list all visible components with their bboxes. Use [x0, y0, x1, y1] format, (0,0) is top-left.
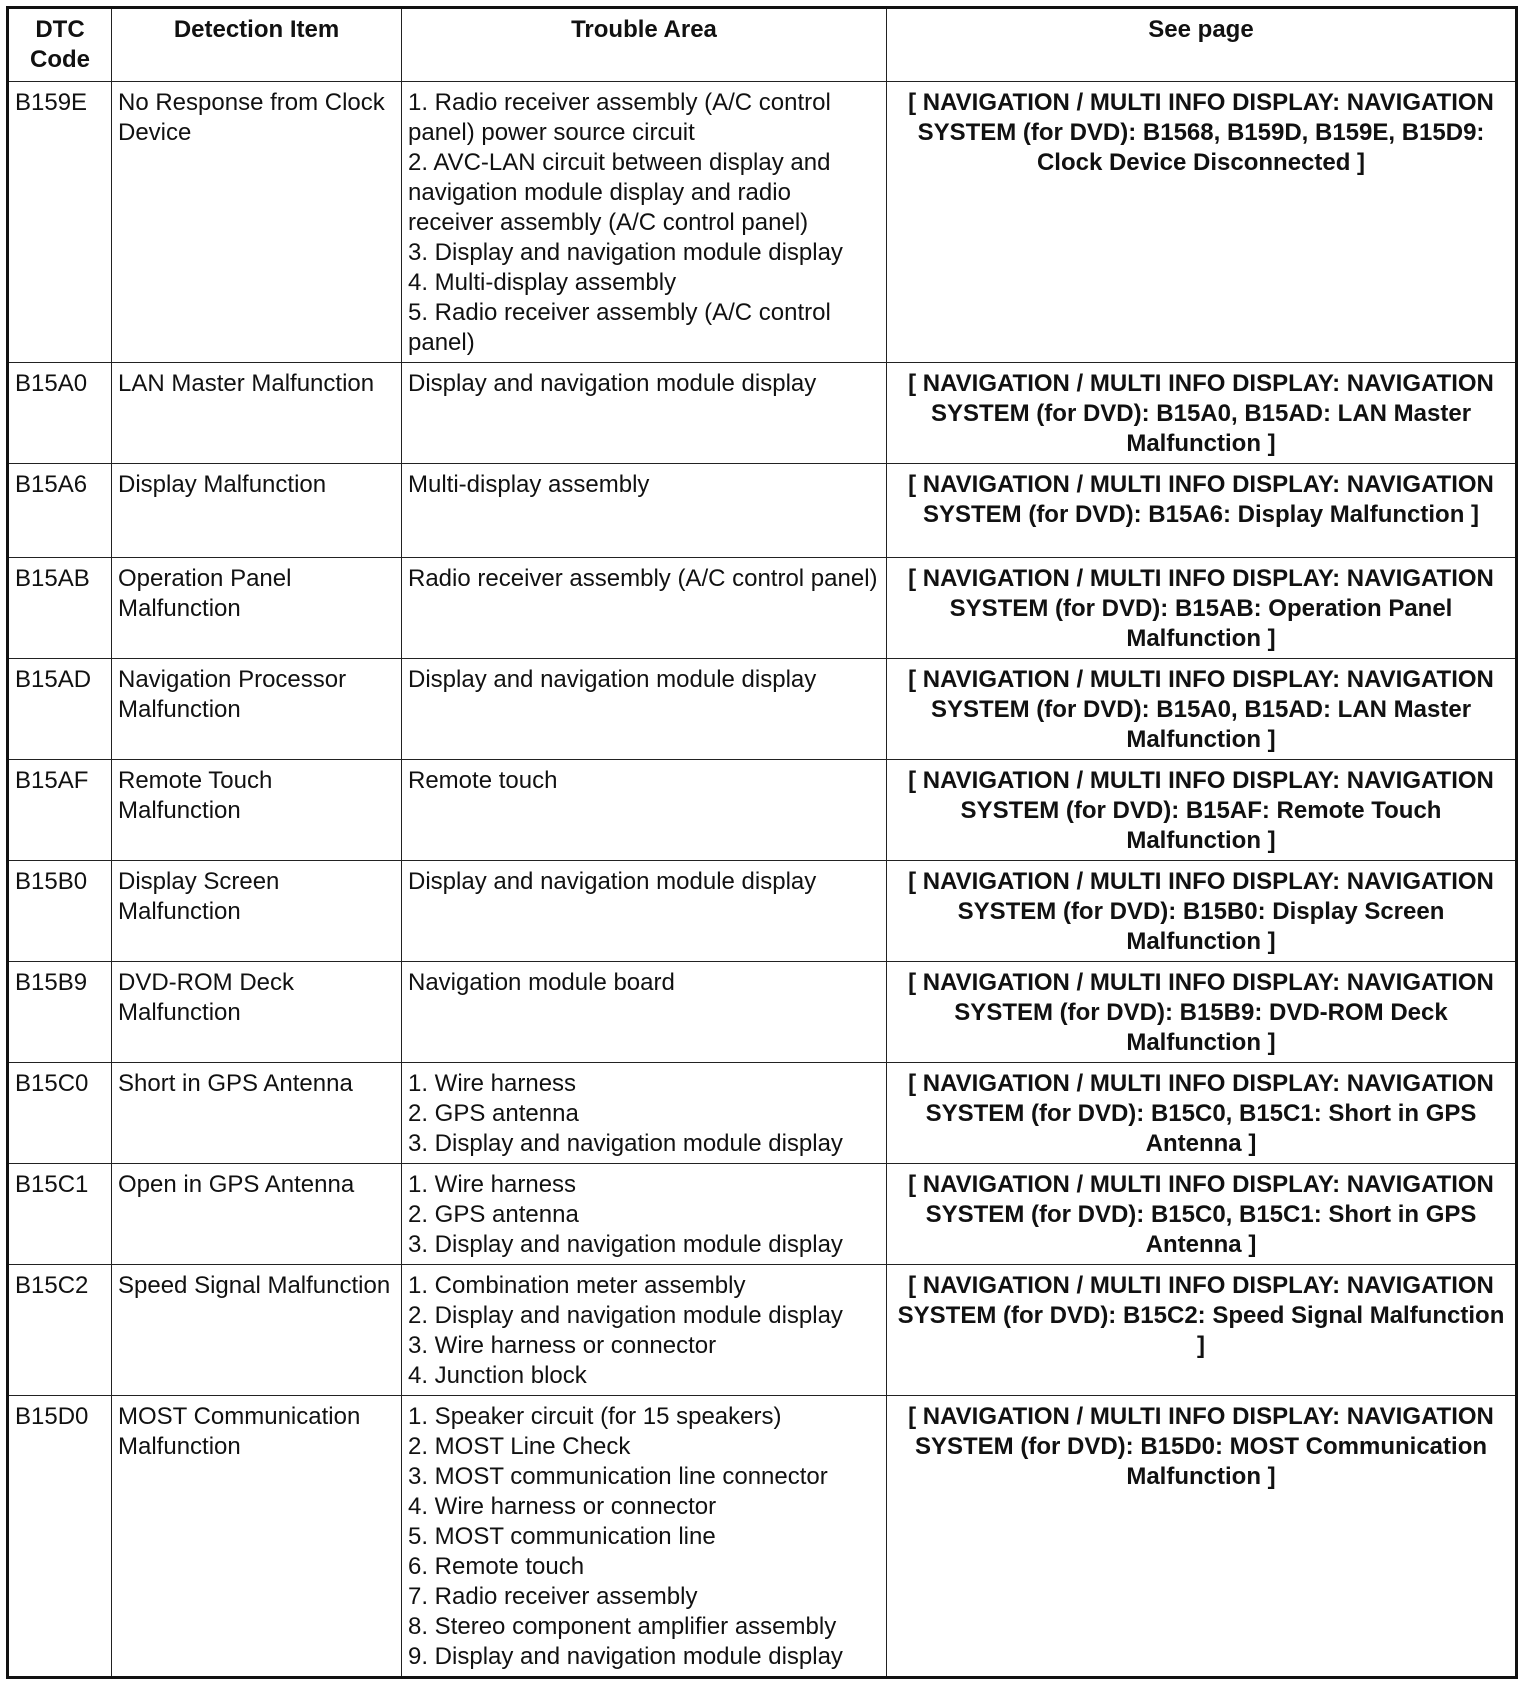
trouble-area-line: 7. Radio receiver assembly: [408, 1583, 698, 1610]
trouble-area-line: 1. Combination meter assembly: [408, 1272, 746, 1299]
table-row: [8, 363, 1517, 464]
detection-item: Open in GPS Antenna: [112, 1164, 402, 1265]
trouble-area-line: Remote touch: [408, 767, 558, 794]
dtc-code: B15C1: [8, 1164, 112, 1265]
trouble-area: [402, 861, 887, 962]
table-row: [8, 1164, 1517, 1265]
trouble-area: [402, 760, 887, 861]
see-page-link[interactable]: [ NAVIGATION / MULTI INFO DISPLAY: NAVIGATION SYSTEM (for DVD): B15A6: Display Malfunction ]: [887, 464, 1517, 558]
trouble-area-line: Multi-display assembly: [408, 471, 650, 498]
trouble-area-line: Radio receiver assembly (A/C control panel): [408, 565, 878, 592]
trouble-area-line: 4. Multi-display assembly: [408, 269, 677, 296]
trouble-area-line: 2. AVC-LAN circuit between display and navigation module display and radio receiver assembly (A/C control panel): [408, 149, 831, 236]
trouble-area: [402, 82, 887, 363]
detection-item: Display Malfunction: [112, 464, 402, 558]
dtc-code: B15B0: [8, 861, 112, 962]
trouble-area-line: Display and navigation module display: [408, 666, 817, 693]
see-page-link[interactable]: [ NAVIGATION / MULTI INFO DISPLAY: NAVIGATION SYSTEM (for DVD): B15C0, B15C1: Short in GPS Antenna ]: [887, 1164, 1517, 1265]
dtc-code: B15C2: [8, 1265, 112, 1396]
trouble-area-line: 3. MOST communication line connector: [408, 1463, 828, 1490]
trouble-area-line: 2. GPS antenna: [408, 1100, 579, 1127]
trouble-area-line: 1. Wire harness: [408, 1070, 577, 1097]
trouble-area: [402, 464, 887, 558]
header-row: [8, 8, 1517, 82]
trouble-area-line: 3. Display and navigation module display: [408, 1231, 843, 1258]
detection-item: Navigation Processor Malfunction: [112, 659, 402, 760]
trouble-area-line: 3. Wire harness or connector: [408, 1332, 717, 1359]
table-body: [8, 82, 1517, 1678]
see-page-link[interactable]: [ NAVIGATION / MULTI INFO DISPLAY: NAVIGATION SYSTEM (for DVD): B15B0: Display Screen Malfunction ]: [887, 861, 1517, 962]
trouble-area: [402, 1396, 887, 1678]
trouble-area-line: 3. Display and navigation module display: [408, 1130, 843, 1157]
trouble-area-line: 5. MOST communication line: [408, 1523, 716, 1550]
trouble-area-line: 1. Speaker circuit (for 15 speakers): [408, 1403, 782, 1430]
trouble-area-line: 3. Display and navigation module display: [408, 239, 843, 266]
dtc-code: B15B9: [8, 962, 112, 1063]
table-row: [8, 1265, 1517, 1396]
detection-item: No Response from Clock Device: [112, 82, 402, 363]
table-row: [8, 464, 1517, 558]
dtc-code: B15AD: [8, 659, 112, 760]
detection-item: LAN Master Malfunction: [112, 363, 402, 464]
trouble-area-line: 5. Radio receiver assembly (A/C control panel): [408, 299, 831, 356]
trouble-area-line: 4. Wire harness or connector: [408, 1493, 717, 1520]
trouble-area-line: 2. GPS antenna: [408, 1201, 579, 1228]
see-page-link[interactable]: [ NAVIGATION / MULTI INFO DISPLAY: NAVIGATION SYSTEM (for DVD): B1568, B159D, B159E, B15D9: Clock Device Disconnected ]: [887, 82, 1517, 363]
table-row: [8, 861, 1517, 962]
detection-item: Speed Signal Malfunction: [112, 1265, 402, 1396]
table-row: [8, 760, 1517, 861]
trouble-area-line: 2. Display and navigation module display: [408, 1302, 843, 1329]
trouble-area-line: 4. Junction block: [408, 1362, 587, 1389]
detection-item: Remote Touch Malfunction: [112, 760, 402, 861]
table-row: [8, 1063, 1517, 1164]
dtc-code: B15C0: [8, 1063, 112, 1164]
trouble-area: [402, 558, 887, 659]
see-page-link[interactable]: [ NAVIGATION / MULTI INFO DISPLAY: NAVIGATION SYSTEM (for DVD): B15C0, B15C1: Short in GPS Antenna ]: [887, 1063, 1517, 1164]
detection-item: DVD-ROM Deck Malfunction: [112, 962, 402, 1063]
trouble-area: [402, 659, 887, 760]
table-row: [8, 558, 1517, 659]
see-page-link[interactable]: [ NAVIGATION / MULTI INFO DISPLAY: NAVIGATION SYSTEM (for DVD): B15C2: Speed Signal Malfunction ]: [887, 1265, 1517, 1396]
dtc-code: B15A0: [8, 363, 112, 464]
header-dtc-code: DTC Code: [8, 8, 112, 82]
see-page-link[interactable]: [ NAVIGATION / MULTI INFO DISPLAY: NAVIGATION SYSTEM (for DVD): B15A0, B15AD: LAN Master Malfunction ]: [887, 363, 1517, 464]
table-row: [8, 82, 1517, 363]
table-header: [8, 8, 1517, 82]
header-trouble-area: Trouble Area: [402, 8, 887, 82]
trouble-area-line: 6. Remote touch: [408, 1553, 585, 1580]
dtc-code: B15D0: [8, 1396, 112, 1678]
header-detection-item: Detection Item: [112, 8, 402, 82]
table-row: [8, 659, 1517, 760]
see-page-link[interactable]: [ NAVIGATION / MULTI INFO DISPLAY: NAVIGATION SYSTEM (for DVD): B15AF: Remote Touch Malfunction ]: [887, 760, 1517, 861]
dtc-code: B159E: [8, 82, 112, 363]
trouble-area-line: Display and navigation module display: [408, 868, 817, 895]
trouble-area: [402, 363, 887, 464]
detection-item: MOST Communication Malfunction: [112, 1396, 402, 1678]
see-page-link[interactable]: [ NAVIGATION / MULTI INFO DISPLAY: NAVIGATION SYSTEM (for DVD): B15A0, B15AD: LAN Master Malfunction ]: [887, 659, 1517, 760]
see-page-link[interactable]: [ NAVIGATION / MULTI INFO DISPLAY: NAVIGATION SYSTEM (for DVD): B15D0: MOST Communication Malfunction ]: [887, 1396, 1517, 1678]
detection-item: Display Screen Malfunction: [112, 861, 402, 962]
trouble-area: [402, 1063, 887, 1164]
trouble-area-line: 1. Wire harness: [408, 1171, 577, 1198]
trouble-area-line: 1. Radio receiver assembly (A/C control panel) power source circuit: [408, 89, 831, 146]
dtc-code: B15AF: [8, 760, 112, 861]
trouble-area-line: 9. Display and navigation module display: [408, 1643, 843, 1670]
detection-item: Short in GPS Antenna: [112, 1063, 402, 1164]
header-see-page: See page: [887, 8, 1517, 82]
see-page-link[interactable]: [ NAVIGATION / MULTI INFO DISPLAY: NAVIGATION SYSTEM (for DVD): B15AB: Operation Panel Malfunction ]: [887, 558, 1517, 659]
table-row: [8, 1396, 1517, 1678]
trouble-area: [402, 1164, 887, 1265]
trouble-area-line: 2. MOST Line Check: [408, 1433, 631, 1460]
trouble-area-line: Display and navigation module display: [408, 370, 817, 397]
trouble-area: [402, 1265, 887, 1396]
trouble-area-line: 8. Stereo component amplifier assembly: [408, 1613, 837, 1640]
dtc-table: [6, 6, 1518, 1679]
dtc-code: B15AB: [8, 558, 112, 659]
table-row: [8, 962, 1517, 1063]
trouble-area: [402, 962, 887, 1063]
see-page-link[interactable]: [ NAVIGATION / MULTI INFO DISPLAY: NAVIGATION SYSTEM (for DVD): B15B9: DVD-ROM Deck Malfunction ]: [887, 962, 1517, 1063]
detection-item: Operation Panel Malfunction: [112, 558, 402, 659]
trouble-area-line: Navigation module board: [408, 969, 675, 996]
dtc-code: B15A6: [8, 464, 112, 558]
